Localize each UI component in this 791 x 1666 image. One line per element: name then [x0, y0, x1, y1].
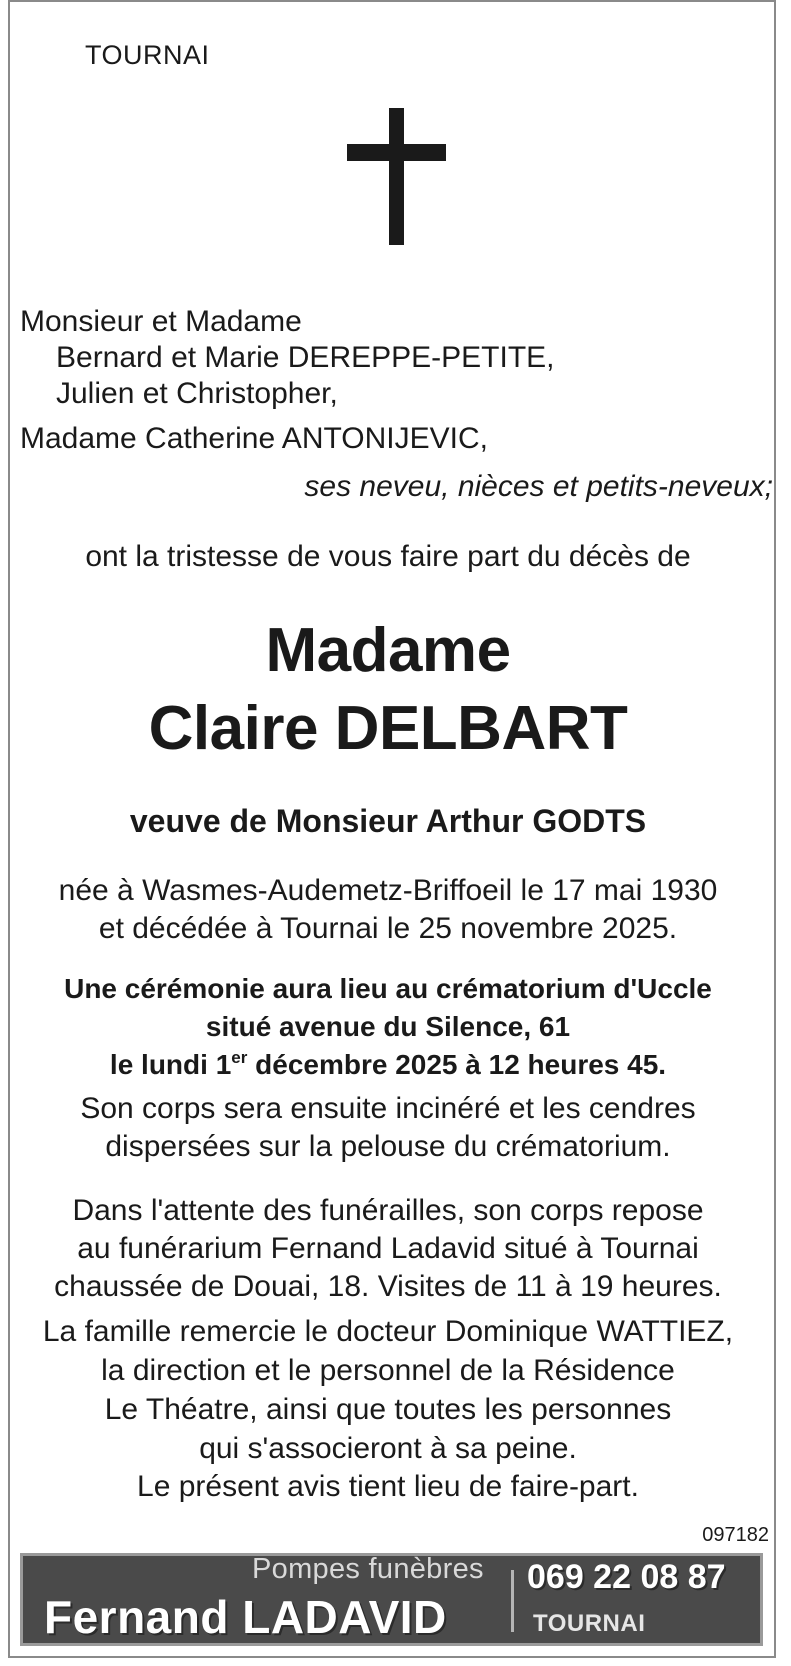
ceremony-line-1: Une cérémonie aura lieu au crématorium d'Uccle	[64, 973, 712, 1004]
thanks-line-3: Le Théatre, ainsi que toutes les personnes	[104, 1393, 672, 1426]
cross-horizontal-bar	[347, 144, 446, 161]
cross-vertical-bar	[389, 108, 404, 245]
thanks-line-4: qui s'associeront à sa peine.	[199, 1432, 577, 1465]
family-line-1: Monsieur et Madame	[20, 305, 302, 338]
deceased-name-block	[18, 612, 758, 768]
family-line-2: Bernard et Marie DEREPPE-PETITE,	[56, 341, 555, 374]
visitation-block	[18, 1192, 758, 1306]
cremation-line-1: Son corps sera ensuite incinéré et les cendres	[80, 1092, 696, 1125]
funeral-home-city: TOURNAI	[533, 1610, 646, 1637]
cremation-line-2: dispersées sur la pelouse du crématorium.	[105, 1130, 671, 1163]
family-relation: ses neveu, nièces et petits-neveux;	[304, 470, 773, 503]
cremation-block	[18, 1090, 758, 1166]
ceremony-date-start: le lundi 1	[109, 1049, 232, 1080]
deceased-title: Madame	[265, 616, 511, 685]
header-city: TOURNAI	[85, 40, 210, 70]
deceased-name: Claire DELBART	[148, 694, 628, 763]
banner-divider	[511, 1570, 514, 1632]
ceremony-line-2: situé avenue du Silence, 61	[205, 1011, 571, 1042]
ceremony-date-ordinal: er	[231, 1048, 248, 1067]
thanks-block	[18, 1312, 758, 1468]
ceremony-line-3	[18, 1046, 758, 1084]
visitation-line-2: au funérarium Fernand Ladavid situé à Tournai	[77, 1232, 699, 1265]
ceremony-block	[18, 970, 758, 1084]
death-text: et décédée à Tournai le 25 novembre 2025.	[98, 912, 678, 945]
funeral-home-name: Fernand LADAVID	[44, 1591, 447, 1643]
visitation-line-3: chaussée de Douai, 18. Visites de 11 à 19 heures.	[54, 1270, 722, 1303]
visitation-line-1: Dans l'attente des funérailles, son corps repose	[72, 1194, 704, 1227]
reference-number: 097182	[702, 1524, 769, 1546]
birth-text: née à Wasmes-Audemetz-Briffoeil le 17 mai 1930	[58, 874, 718, 907]
family-line-3: Julien et Christopher,	[56, 377, 338, 410]
birth-death-block	[18, 872, 758, 948]
thanks-line-2: la direction et le personnel de la Résidence	[101, 1354, 675, 1387]
widow-of-text: veuve de Monsieur Arthur GODTS	[129, 803, 647, 839]
announcement-text: ont la tristesse de vous faire part du décès de	[85, 540, 691, 573]
thanks-line-1: La famille remercie le docteur Dominique WATTIEZ,	[42, 1315, 734, 1348]
funeral-home-label: Pompes funèbres	[252, 1553, 484, 1585]
ceremony-date-end: décembre 2025 à 12 heures 45.	[247, 1049, 667, 1080]
funeral-home-phone: 069 22 08 87	[527, 1558, 726, 1596]
family-line-4: Madame Catherine ANTONIJEVIC,	[20, 422, 488, 455]
notice-text: Le présent avis tient lieu de faire-part.	[137, 1470, 639, 1503]
